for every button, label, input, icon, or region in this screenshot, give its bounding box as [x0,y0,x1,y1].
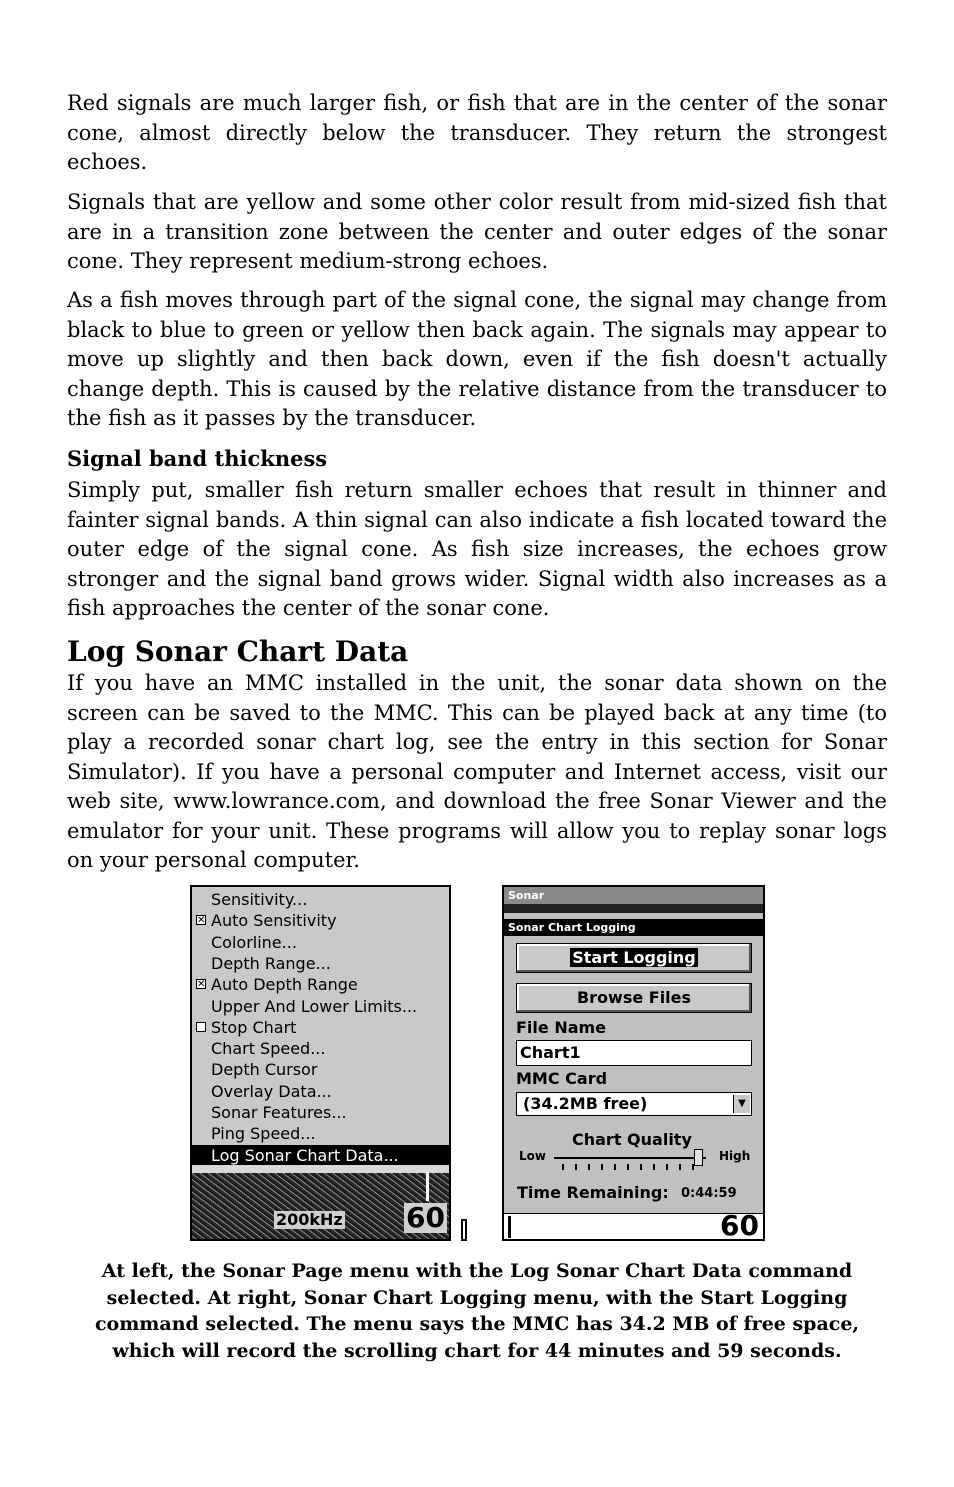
paragraph-signal-band: Simply put, smaller fish return smaller echoes that result in thinner and fainter signal bands. A thin signal can also indicate a fish located toward the outer edge of the signal cone. As fish size increases, the echoes grow stronger and the signal band grows wider. Signal width also increases as a fish approaches the center of the sonar cone. [67,478,887,620]
paragraph-yellow-signals: Signals that are yellow and some other color result from mid-sized fish that are in a transition zone between the center and outer edges of the sonar cone. They represent medium-strong echoes. [67,190,887,273]
chart-logging-screen [502,885,765,1241]
frequency-label: 200kHz [276,1210,343,1229]
sonar-chart-preview [192,1165,449,1239]
depth-readout: 60 [406,1201,445,1234]
mmc-card-value: (34.2MB free) [523,1094,648,1113]
depth-scale-bar [508,1216,511,1238]
time-remaining-value: 0:44:59 [681,1186,737,1201]
menu-item-label: Ping Speed... [211,1124,316,1144]
menu-item-label: Depth Cursor [211,1060,318,1080]
start-logging-button[interactable] [516,943,752,973]
window-title: Sonar [508,889,545,902]
menu-item-label: Colorline... [211,932,297,952]
dialog-title-bar [504,919,763,936]
dialog-title: Sonar Chart Logging [508,921,636,934]
high-label: High [719,1149,751,1163]
menu-item[interactable] [192,974,449,995]
chart-strip [192,1165,449,1173]
menu-item[interactable] [192,1102,449,1123]
menu-item-label: Auto Depth Range [211,975,358,995]
file-name-input[interactable]: Chart1 [516,1040,752,1066]
menu-item[interactable] [192,1017,449,1038]
menu-item[interactable] [192,1059,449,1080]
checkbox-icon[interactable]: ✕ [197,915,206,927]
browse-files-button[interactable] [516,983,752,1013]
sonar-bottom-strip [504,1209,763,1241]
sonar-menu-screen [190,885,451,1241]
checkbox-icon[interactable]: ✕ [197,979,206,991]
menu-item[interactable] [192,910,449,931]
low-label: Low [519,1149,546,1163]
menu-item-label: Upper And Lower Limits... [211,996,418,1016]
menu-item[interactable] [192,1123,449,1144]
mmc-card-select[interactable] [516,1092,752,1116]
menu-item[interactable] [192,1081,449,1102]
menu-item[interactable] [192,1145,449,1166]
section-title: Log Sonar Chart Data [67,635,409,668]
slider-ticks [562,1164,702,1170]
menu-item-label: Depth Range... [211,953,331,973]
menu-item[interactable] [192,1038,449,1059]
menu-item[interactable] [192,889,449,910]
window-title-bar [504,887,763,904]
paragraph-fish-moves: As a fish moves through part of the signal cone, the signal may change from black to blue to green or yellow then back again. The signals may appear to move up slightly and then back down, even if the fish doesn't actually change depth. This is caused by the relative distance from the transducer to the fish as it passes by the transducer. [67,288,887,430]
sonar-strip [504,904,763,913]
menu-item-label: Auto Sensitivity [211,911,337,931]
chart-quality-slider[interactable] [554,1157,706,1159]
chevron-down-icon[interactable]: ▼ [733,1095,750,1113]
time-remaining-label: Time Remaining: [517,1183,669,1202]
menu-item-label: Overlay Data... [211,1081,332,1101]
depth-cursor-marker [426,1171,429,1201]
menu-item-label: Chart Speed... [211,1039,326,1059]
mmc-card-label: MMC Card [516,1069,608,1088]
paragraph-log-sonar: If you have an MMC installed in the unit, the sonar data shown on the screen can be saved to the MMC. This can be played back at any time (to play a recorded sonar chart log, see the entry in this section for Sonar Simulator). If you have a personal computer and Internet access, visit our web site, www.lowrance.com, and download the free Sonar Viewer and the emulator for your unit. These programs will allow you to replay sonar logs on your personal computer. [67,671,887,872]
menu-item[interactable] [192,932,449,953]
subheading-signal-band: Signal band thickness [67,446,328,471]
menu-item-label: Log Sonar Chart Data... [211,1145,399,1165]
figure-caption: At left, the Sonar Page menu with the Log Sonar Chart Data command selected. At right, Sonar Chart Logging menu, with the Start Logging command selected. The menu says the MMC has 34.2 MB of free space, which will record the scrolling chart for 44 minutes and 59 seconds. [94,1260,860,1362]
bracket-mark [461,1219,467,1241]
slider-thumb[interactable] [694,1149,703,1166]
menu-item-label: Sensitivity... [211,890,308,909]
depth-readout: 60 [720,1209,759,1241]
file-name-label: File Name [516,1018,607,1037]
chart-quality-label: Chart Quality [572,1130,692,1149]
menu-item[interactable] [192,953,449,974]
menu-item-label: Stop Chart [211,1017,297,1037]
menu-item-label: Sonar Features... [211,1103,347,1122]
browse-files-label: Browse Files [576,988,692,1007]
paragraph-red-signals: Red signals are much larger fish, or fish that are in the center of the sonar cone, almost directly below the transducer. They return the strongest echoes. [67,91,887,174]
start-logging-label: Start Logging [572,948,696,967]
checkbox-icon[interactable] [196,1022,206,1032]
menu-item[interactable] [192,996,449,1017]
